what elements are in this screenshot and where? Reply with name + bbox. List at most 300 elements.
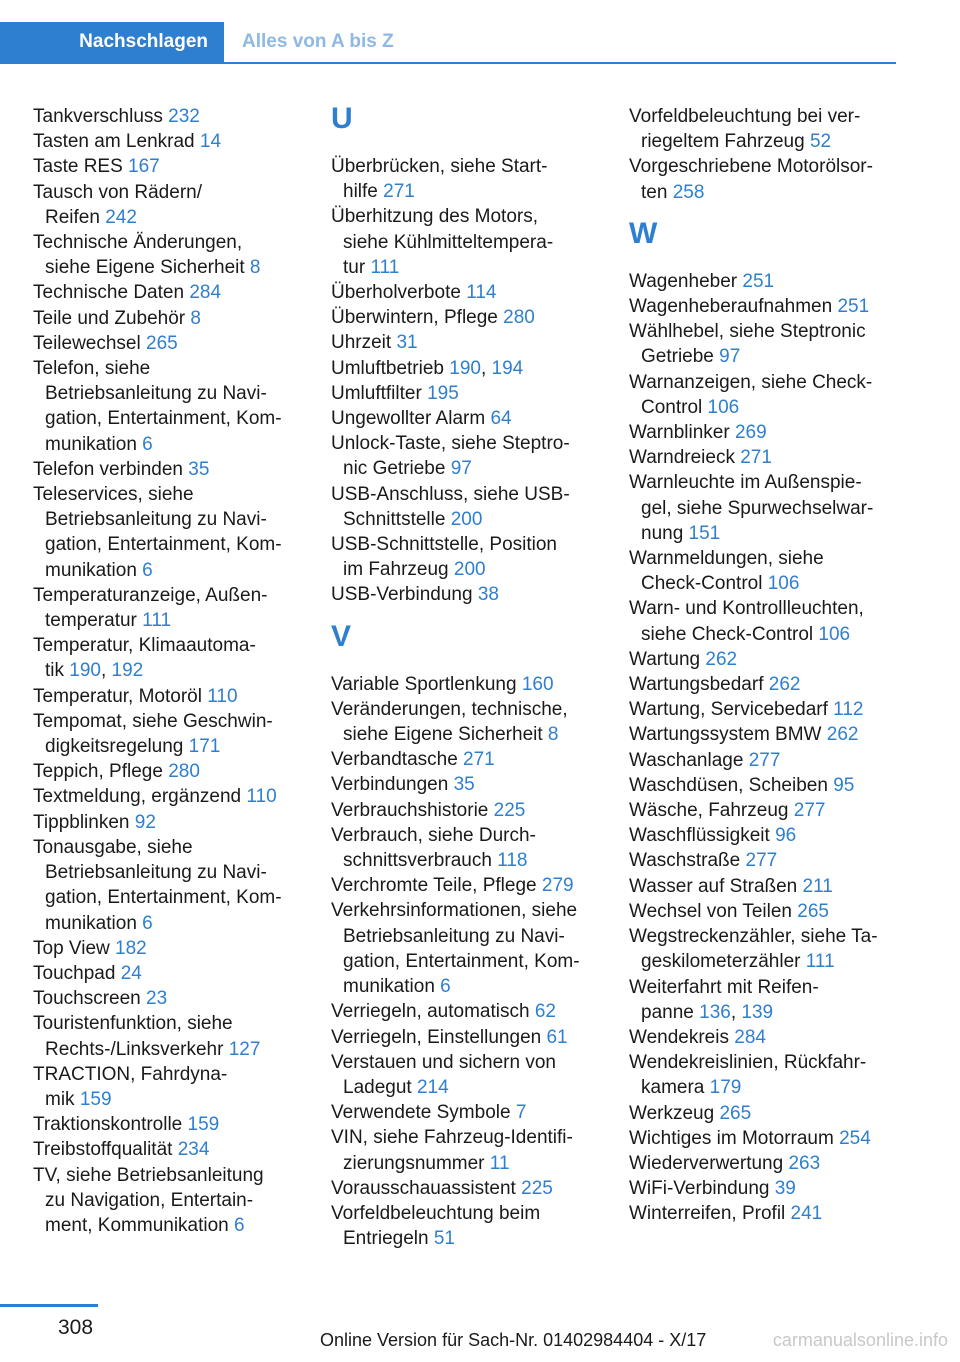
page-reference-link[interactable]: 182 (115, 937, 147, 959)
page-reference-link[interactable]: 194 (491, 357, 524, 379)
page-reference-link[interactable]: 96 (775, 825, 797, 847)
index-entry-text: Betriebsanleitung zu Navi- (45, 509, 267, 531)
page-reference-link[interactable]: 151 (688, 522, 721, 544)
index-entry (629, 1025, 897, 1050)
index-entry-text: USB-Verbindung (331, 584, 478, 606)
index-entry-text: TRACTION, Fahrdyna- (33, 1063, 228, 1085)
index-entry-text: tik (45, 660, 70, 682)
index-entry-text: Technische Änderungen, (33, 232, 243, 254)
index-entry-text: Vorgeschriebene Motorölsor- (629, 156, 873, 178)
index-entry-text: siehe Check-Control (641, 623, 819, 645)
page-number: 308 (58, 1316, 94, 1339)
page-reference-link[interactable]: 277 (793, 800, 826, 822)
index-entry (33, 129, 301, 154)
index-entry-text: munikation (45, 559, 143, 581)
page-reference-link[interactable]: 111 (370, 256, 400, 278)
page-reference-link[interactable]: 214 (416, 1076, 449, 1098)
tab-alles-von-a-bis-z-label: Alles von A bis Z (242, 31, 394, 52)
index-entry-text: Betriebsanleitung zu Navi- (343, 925, 565, 947)
index-entry (629, 104, 897, 154)
index-entry-text: USB-Schnittstelle, Position (331, 534, 557, 556)
index-entry-text: Umluftfilter (331, 382, 428, 404)
page-reference-link[interactable]: 23 (146, 988, 168, 1010)
index-entry (629, 319, 897, 369)
index-entry-text: Variable Sportlenkung (331, 673, 522, 695)
index-entry-text: Waschanlage (629, 749, 749, 771)
index-entry (331, 1201, 599, 1251)
index-entry-text: Wechsel von Teilen (629, 900, 798, 922)
page-reference-link[interactable]: 159 (187, 1114, 220, 1136)
index-entry (331, 356, 599, 381)
page-reference-link[interactable]: 14 (199, 131, 222, 153)
online-version-note: Online Version für Sach-Nr. 01402984404 - X/17 (320, 1330, 707, 1350)
page-reference-link[interactable]: 160 (521, 673, 554, 695)
index-entry (33, 482, 301, 583)
index-entry (33, 1011, 301, 1061)
index-entry (629, 722, 897, 747)
page-reference-link[interactable]: 242 (105, 206, 137, 228)
page-reference-link[interactable]: 271 (463, 749, 495, 771)
index-entry (331, 280, 599, 305)
index-entry (629, 672, 897, 697)
index-entry (33, 583, 301, 633)
index-entry-text: Tonausgabe, siehe (33, 836, 193, 858)
index-entry-text: Ladegut (343, 1076, 417, 1098)
index-entry (331, 154, 599, 204)
index-entry-text: riegeltem Fahrzeug (641, 131, 810, 153)
index-entry-text: Telefon verbinden (33, 458, 189, 480)
index-entry-text: Überhitzung des Motors, (331, 206, 538, 228)
index-entry-text: tur (343, 256, 371, 278)
index-entry-text: Treibstoffqualität (33, 1139, 178, 1161)
index-entry-text: munikation (45, 433, 143, 455)
index-entry-text: Textmeldung, ergänzend (33, 786, 247, 808)
index-entry-text: Telefon, siehe (33, 358, 151, 380)
index-entry-text: Rechts-/Linksverkehr (45, 1038, 229, 1060)
index-entry (33, 759, 301, 784)
index-entry-text: USB-Anschluss, siehe USB- (331, 483, 570, 505)
index-entry-text: Control (641, 396, 708, 418)
index-entry (331, 672, 599, 697)
tab-alles-von-a-bis-z[interactable] (242, 22, 394, 62)
page-reference-link[interactable]: 8 (249, 257, 261, 279)
index-entry-text: geskilometerzähler (641, 951, 806, 973)
index-entry-text: panne (641, 1001, 700, 1023)
index-entry-text: Vorfeldbeleuchtung bei ver- (629, 106, 861, 127)
index-column-3 (629, 104, 897, 1227)
page-reference-link[interactable]: 277 (745, 850, 778, 872)
page-reference-link[interactable]: 280 (503, 307, 535, 329)
page-reference-link[interactable]: 192 (111, 660, 144, 682)
index-entry (629, 1101, 897, 1126)
page-reference-link[interactable]: 190 (449, 357, 481, 379)
page-reference-link[interactable]: 39 (774, 1178, 796, 1200)
page-reference-link[interactable]: 139 (741, 1001, 774, 1023)
index-entry-text: Wartungssystem BMW (629, 724, 827, 746)
page-reference-link[interactable]: 114 (466, 282, 497, 304)
index-entry (33, 961, 301, 986)
page-reference-link[interactable]: 11 (489, 1152, 510, 1174)
index-entry-text: munikation (45, 912, 143, 934)
page-reference-link[interactable]: 225 (521, 1177, 553, 1199)
index-entry-text: Technische Daten (33, 282, 190, 304)
index-entry-text: Wäsche, Fahrzeug (629, 800, 794, 822)
index-entry-text: Verbandtasche (331, 749, 464, 771)
index-entry (629, 899, 897, 924)
page-reference-link[interactable]: 284 (189, 282, 222, 304)
index-entry (331, 305, 599, 330)
index-entry-text: Unlock-Taste, siehe Steptro- (331, 433, 570, 455)
index-entry-text: Tempomat, siehe Geschwin- (33, 710, 273, 732)
index-entry-text: schnittsverbrauch (343, 850, 498, 872)
page-reference-link[interactable]: 179 (709, 1077, 742, 1099)
index-entry-text: Warnmeldungen, siehe (629, 548, 824, 570)
page-reference-link[interactable]: 62 (534, 1001, 556, 1023)
page-reference-link[interactable]: 262 (826, 724, 859, 746)
index-entry-text: Ungewollter Alarm (331, 408, 491, 430)
page-reference-link[interactable]: 265 (146, 332, 178, 354)
index-entry-text: Tasten am Lenkrad (33, 131, 200, 153)
index-entry (629, 370, 897, 420)
index-entry (33, 230, 301, 280)
index-entry (33, 936, 301, 961)
index-entry-text: Teile und Zubehör (33, 307, 191, 329)
page-reference-link[interactable]: 106 (707, 396, 740, 418)
index-entry (33, 280, 301, 305)
page-reference-link[interactable]: 200 (450, 508, 483, 530)
index-entry-text: Überwintern, Pflege (331, 307, 504, 329)
index-entry (33, 684, 301, 709)
index-entry (33, 784, 301, 809)
index-entry (629, 823, 897, 848)
index-entry-text: Reifen (45, 206, 106, 228)
index-entry-text: Werkzeug (629, 1102, 720, 1124)
page-reference-link[interactable]: 171 (188, 736, 221, 758)
index-entry (629, 1050, 897, 1100)
page-reference-link[interactable]: 225 (493, 799, 526, 821)
index-entry-text: Verstauen und sichern von (331, 1051, 556, 1073)
page-reference-link[interactable]: 6 (142, 559, 153, 581)
page-reference-link[interactable]: 51 (433, 1228, 455, 1250)
index-entry-text: Warnanzeigen, siehe Check- (629, 371, 873, 393)
page-reference-link[interactable]: 254 (839, 1127, 871, 1149)
index-entry-text: Teleservices, siehe (33, 484, 194, 506)
page-reference-link[interactable]: 8 (190, 307, 201, 329)
index-entry-text: kamera (641, 1077, 710, 1099)
page-separator: , (730, 1001, 742, 1023)
page-reference-link[interactable]: 6 (234, 1214, 245, 1236)
index-entry-text: ment, Kommunikation (45, 1214, 235, 1236)
page-reference-link[interactable]: 31 (396, 332, 418, 354)
index-entry-text: Schnittstelle (343, 508, 451, 530)
index-entry (33, 356, 301, 457)
index-entry-text: VIN, siehe Fahrzeug-Identifi- (331, 1127, 573, 1149)
index-entry (33, 104, 301, 129)
index-entry (629, 445, 897, 470)
page-reference-link[interactable]: 136 (699, 1001, 731, 1023)
index-entry (629, 647, 897, 672)
index-entry-text: Warnleuchte im Außenspie- (629, 472, 862, 494)
index-entry-text: Vorfeldbeleuchtung beim (331, 1202, 541, 1224)
index-entry (331, 482, 599, 532)
page-separator: , (480, 357, 492, 379)
page-reference-link[interactable]: 111 (142, 610, 172, 632)
page-reference-link[interactable]: 61 (546, 1026, 568, 1048)
index-entry (331, 697, 599, 747)
index-entry (331, 798, 599, 823)
index-entry-text: gel, siehe Spurwechselwar- (641, 497, 874, 519)
page-reference-link[interactable]: 6 (142, 433, 153, 455)
page-reference-link[interactable]: 200 (453, 559, 486, 581)
index-entry (629, 420, 897, 445)
index-entry-text: mik (45, 1088, 80, 1110)
page-reference-link[interactable]: 262 (768, 674, 801, 696)
index-entry (331, 582, 599, 607)
tab-separator (224, 22, 226, 62)
page-reference-link[interactable]: 258 (672, 181, 705, 203)
index-entry (33, 331, 301, 356)
index-entry-text: WiFi-Verbindung (629, 1178, 775, 1200)
index-entry-text: Top View (33, 937, 116, 959)
page-reference-link[interactable]: 269 (734, 422, 767, 444)
page-reference-link[interactable]: 271 (740, 447, 772, 469)
tab-nachschlagen-label: Nachschlagen (79, 31, 208, 52)
index-entry-text: Wendekreis (629, 1026, 735, 1048)
index-entry (33, 633, 301, 683)
index-entry (629, 924, 897, 974)
index-entry-text: Weiterfahrt mit Reifen- (629, 976, 819, 998)
index-entry-text: digkeitsregelung (45, 736, 189, 758)
index-entry (331, 532, 599, 582)
index-entry-text: Wartungsbedarf (629, 674, 769, 696)
index-entry-text: ten (641, 181, 673, 203)
index-entry-text: Wasser auf Straßen (629, 875, 803, 897)
index-entry-text: Teppich, Pflege (33, 761, 169, 783)
page-reference-link[interactable]: 232 (168, 106, 200, 127)
index-entry-text: Getriebe (641, 346, 720, 368)
page-reference-link[interactable]: 251 (837, 296, 870, 318)
index-entry (33, 810, 301, 835)
index-entry-text: zu Navigation, Entertain- (45, 1189, 254, 1211)
page-reference-link[interactable]: 110 (246, 786, 277, 808)
index-entry-text: Verriegeln, Einstellungen (331, 1026, 547, 1048)
index-entry-text: siehe Kühlmitteltempera- (343, 231, 554, 253)
page-reference-link[interactable]: 234 (177, 1139, 210, 1161)
index-entry-text: gation, Entertainment, Kom- (343, 950, 580, 972)
index-entry (629, 848, 897, 873)
index-entry-text: Temperatur, Motoröl (33, 685, 208, 707)
page-reference-link[interactable]: 195 (427, 382, 459, 404)
watermark: carmanualsonline.info (772, 1330, 948, 1350)
page-reference-link[interactable]: 106 (767, 573, 800, 595)
page-reference-link[interactable]: 280 (168, 761, 200, 783)
index-entry (331, 1100, 599, 1125)
page-reference-link[interactable]: 106 (818, 623, 851, 645)
index-entry-text: nung (641, 522, 689, 544)
index-entry-text: im Fahrzeug (343, 559, 454, 581)
index-entry-text: Betriebsanleitung zu Navi- (45, 383, 267, 405)
page-reference-link[interactable]: 159 (79, 1088, 112, 1110)
page-reference-link[interactable]: 38 (477, 584, 499, 606)
index-entry (33, 709, 301, 759)
index-entry-text: Tippblinken (33, 811, 135, 833)
index-entry-text: gation, Entertainment, Kom- (45, 408, 282, 430)
index-entry-text: Tausch von Rädern/ (33, 181, 202, 203)
index-entry (331, 330, 599, 355)
index-entry (629, 975, 897, 1025)
page-reference-link[interactable]: 112 (833, 699, 864, 721)
page-reference-link[interactable]: 111 (805, 951, 835, 973)
page-reference-link[interactable]: 251 (742, 270, 775, 292)
index-entry (629, 1201, 897, 1226)
index-entry (33, 154, 301, 179)
index-entry-text: Verwendete Symbole (331, 1102, 516, 1124)
index-entry (629, 470, 897, 546)
index-entry-text: Wendekreislinien, Rückfahr- (629, 1052, 867, 1074)
index-entry-text: Überholverbote (331, 282, 467, 304)
index-entry-text: nic Getriebe (343, 458, 451, 480)
index-entry (331, 772, 599, 797)
page-reference-link[interactable]: 263 (788, 1152, 821, 1174)
tab-nachschlagen[interactable] (0, 22, 224, 62)
index-entry-text: Waschstraße (629, 850, 746, 872)
index-entry-text: Entriegeln (343, 1228, 434, 1250)
index-letter-heading: U (331, 102, 353, 135)
page-reference-link[interactable]: 110 (207, 685, 238, 707)
index-entry-text: Uhrzeit (331, 332, 397, 354)
index-entry-text: Winterreifen, Profil (629, 1203, 791, 1225)
page-reference-link[interactable]: 6 (142, 912, 153, 934)
index-entry-text: TV, siehe Betriebsanleitung (33, 1164, 264, 1186)
index-entry (331, 873, 599, 898)
page-reference-link[interactable]: 7 (515, 1102, 527, 1124)
page-reference-link[interactable]: 262 (705, 648, 738, 670)
page-reference-link[interactable]: 241 (790, 1203, 823, 1225)
index-entry (331, 823, 599, 873)
index-column-1 (33, 104, 301, 1238)
index-entry (331, 1025, 599, 1050)
index-entry (33, 1112, 301, 1137)
index-entry (33, 306, 301, 331)
index-entry-text: Touchscreen (33, 988, 147, 1010)
index-entry (629, 596, 897, 646)
footer-rule (0, 1304, 98, 1307)
index-entry-text: Veränderungen, technische, (331, 698, 568, 720)
page-reference-link[interactable]: 211 (802, 875, 833, 897)
index-entry-text: siehe Eigene Sicherheit (45, 257, 250, 279)
index-entry-text: Wartung, Servicebedarf (629, 699, 834, 721)
index-entry-text: Verbrauchshistorie (331, 799, 494, 821)
index-entry-text: Temperatur, Klimaautoma- (33, 635, 256, 657)
index-entry (331, 1050, 599, 1100)
index-letter-heading: W (629, 216, 658, 250)
index-entry (629, 874, 897, 899)
index-entry-text: Vorausschauassistent (331, 1177, 522, 1199)
page-reference-link[interactable]: 95 (833, 774, 855, 796)
page-reference-link[interactable]: 35 (188, 458, 210, 480)
page-reference-link[interactable]: 8 (547, 724, 559, 746)
page-reference-link[interactable]: 167 (128, 156, 160, 178)
index-entry-text: Umluftbetrieb (331, 357, 450, 379)
page-reference-link[interactable]: 52 (809, 131, 832, 153)
index-entry (33, 180, 301, 230)
index-entry-text: Taste RES (33, 156, 129, 178)
index-entry-text: munikation (343, 976, 441, 998)
page-header (0, 22, 896, 64)
index-entry (331, 898, 599, 999)
index-entry-text: Verriegeln, automatisch (331, 1001, 535, 1023)
page-reference-link[interactable]: 35 (453, 774, 475, 796)
index-entry (331, 431, 599, 481)
index-entry-text: Wegstreckenzähler, siehe Ta- (629, 926, 878, 948)
index-entry (331, 747, 599, 772)
index-entry-text: Warndreieck (629, 447, 741, 469)
index-entry-text: hilfe (343, 181, 384, 203)
page-reference-link[interactable]: 190 (69, 660, 101, 682)
page-reference-link[interactable]: 92 (134, 811, 156, 833)
page-reference-link[interactable]: 127 (228, 1038, 261, 1060)
page-reference-link[interactable]: 6 (440, 976, 451, 998)
index-entry (33, 457, 301, 482)
index-entry-text: Touristenfunktion, siehe (33, 1013, 233, 1035)
index-entry (629, 1176, 897, 1201)
page-reference-link[interactable]: 97 (719, 346, 741, 368)
index-entry-text: Temperaturanzeige, Außen- (33, 584, 268, 606)
index-entry-text: Wiederverwertung (629, 1152, 789, 1174)
index-entry (629, 269, 897, 294)
index-column-2 (331, 104, 599, 1251)
index-entry (33, 1137, 301, 1162)
index-entry (331, 1176, 599, 1201)
index-entry (629, 546, 897, 596)
index-entry (33, 1062, 301, 1112)
page-separator: , (100, 660, 112, 682)
index-entry-text: Wartung (629, 648, 706, 670)
index-entry-text: siehe Eigene Sicherheit (343, 724, 548, 746)
index-entry (629, 773, 897, 798)
page-reference-link[interactable]: 284 (734, 1026, 766, 1048)
page-reference-link[interactable]: 97 (450, 458, 472, 480)
page-reference-link[interactable]: 265 (719, 1102, 752, 1124)
index-entry-text: Verchromte Teile, Pflege (331, 875, 542, 897)
index-entry (33, 835, 301, 936)
index-entry-text: Überbrücken, siehe Start- (331, 156, 548, 177)
index-entry-text: Betriebsanleitung zu Navi- (45, 862, 267, 884)
page-reference-link[interactable]: 24 (120, 962, 142, 984)
index-entry-text: Warn- und Kontrollleuchten, (629, 598, 864, 620)
index-entry-text: Check-Control (641, 573, 768, 595)
page-reference-link[interactable]: 279 (541, 875, 574, 897)
index-entry-text: Wichtiges im Motorraum (629, 1127, 840, 1149)
index-entry (629, 1126, 897, 1151)
index-entry-text: Teilewechsel (33, 332, 146, 354)
page-reference-link[interactable]: 265 (797, 900, 829, 922)
index-letter-heading: V (331, 619, 352, 653)
index-entry (331, 406, 599, 431)
page-reference-link[interactable]: 64 (490, 408, 512, 430)
index-entry (331, 381, 599, 406)
index-entry-text: Warnblinker (629, 422, 735, 444)
letter-spacer (331, 608, 599, 622)
index-entry-text: Wählhebel, siehe Steptronic (629, 321, 866, 343)
index-entry-text: Wagenheberaufnahmen (629, 296, 838, 318)
index-entry (629, 1151, 897, 1176)
page-reference-link[interactable]: 277 (748, 749, 781, 771)
page-reference-link[interactable]: 118 (497, 850, 528, 872)
index-entry (629, 697, 897, 722)
page-reference-link[interactable]: 271 (383, 181, 415, 203)
index-entry-text: Traktionskontrolle (33, 1114, 188, 1136)
